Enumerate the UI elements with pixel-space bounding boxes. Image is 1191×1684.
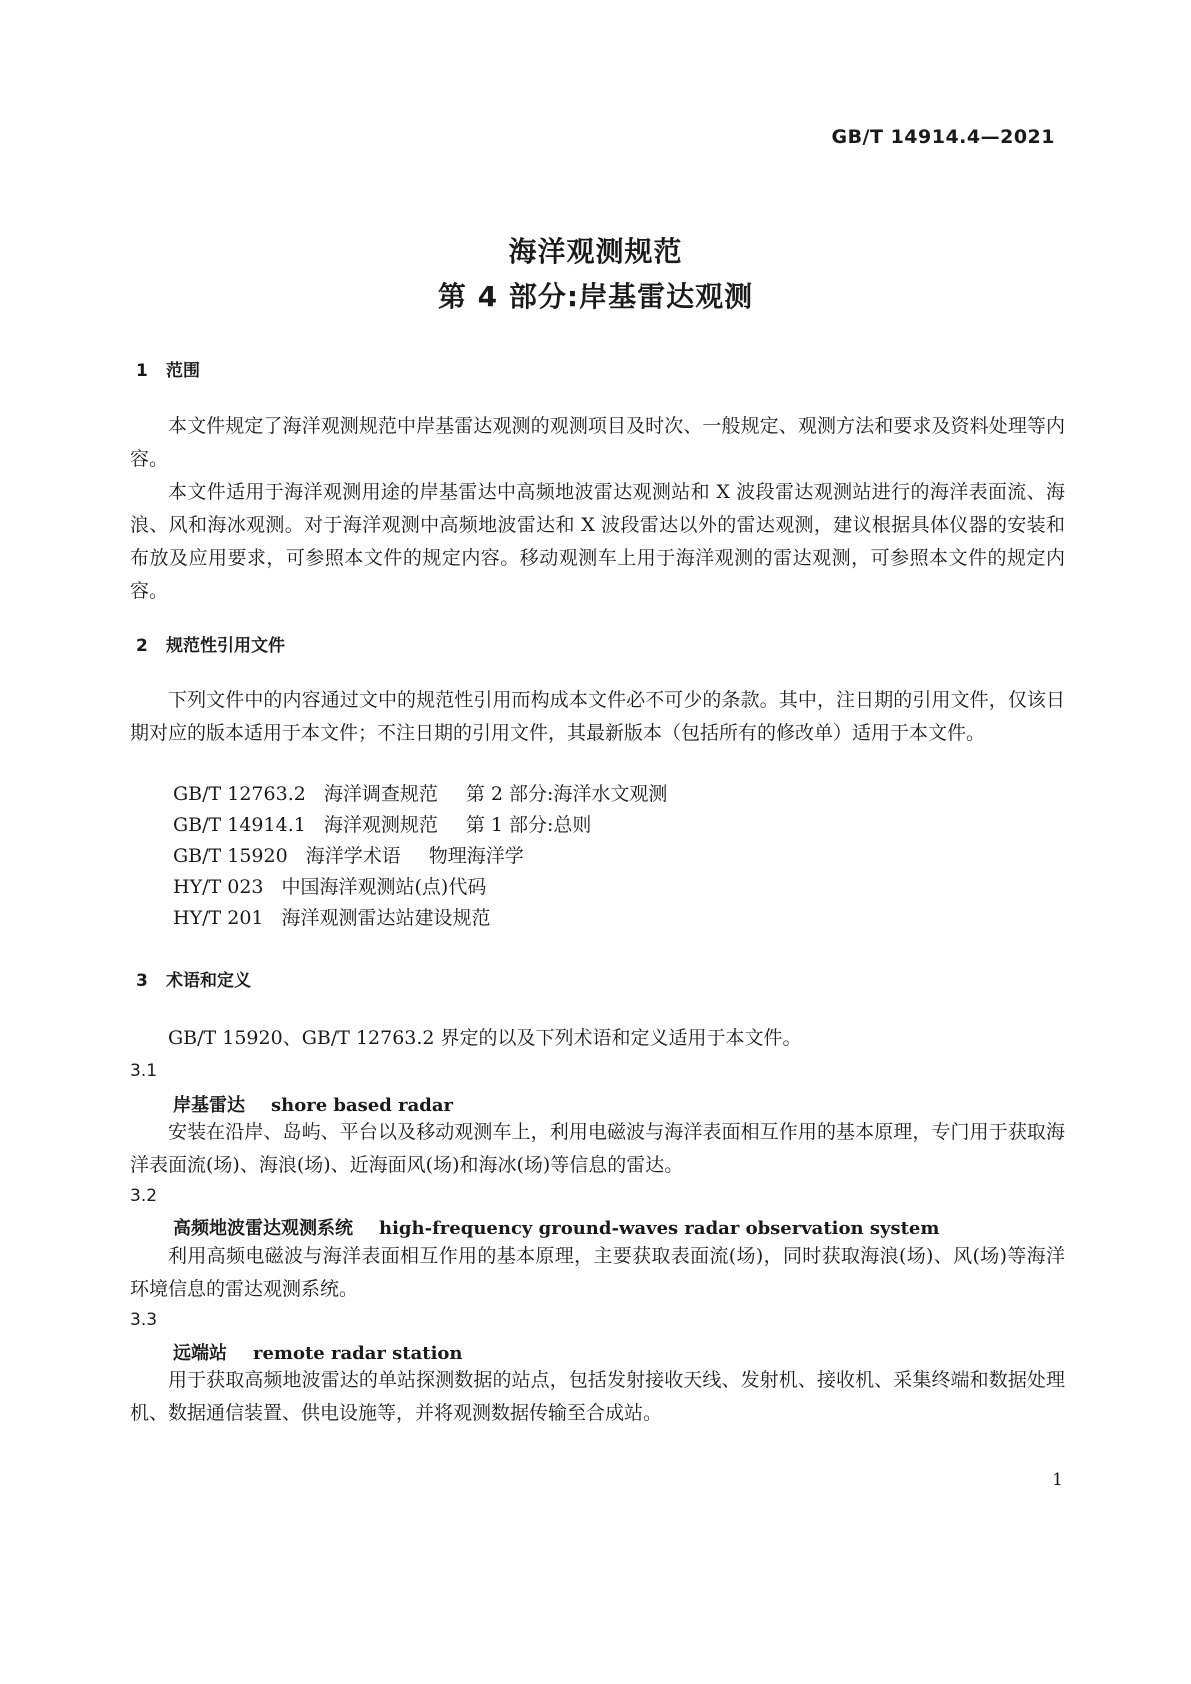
term-chinese: 远端站 [173,1343,227,1364]
reference-item [173,871,486,904]
term-english: high-frequency ground-waves radar observation system [379,1218,940,1239]
term-english: remote radar station [253,1343,463,1364]
section-heading-terms [136,966,251,991]
clause-number: 3.1 [130,1061,158,1081]
document-title: 海洋观测规范 [508,235,683,268]
section-title: 规范性引用文件 [166,636,285,656]
standard-number: GB/T 14914.4—2021 [831,126,1055,148]
term-entry [173,1339,463,1365]
term-definition: 安装在沿岸、岛屿、平台以及移动观测车上，利用电磁波与海洋表面相互作用的基本原理，专门用于获取海洋表面流(场)、海浪(场)、近海面风(场)和海冰(场)等信息的雷达。 [130,1121,1065,1176]
section-number: 1 [136,361,148,381]
paragraph: 下列文件中的内容通过文中的规范性引用而构成本文件必不可少的条款。其中，注日期的引用文件，仅该日期对应的版本适用于本文件；不注日期的引用文件，其最新版本（包括所有的修改单）适用于本文件。 [130,689,1065,744]
reference-code: GB/T 14914.1 [173,814,306,836]
paragraph: GB/T 15920、GB/T 12763.2 界定的以及下列术语和定义适用于本文件。 [168,1027,802,1049]
document-subtitle: 第 4 部分:岸基雷达观测 [437,280,754,313]
reference-part: 物理海洋学 [428,845,524,867]
reference-code: GB/T 15920 [173,845,288,867]
section-heading-normative-references [136,631,285,656]
clause-number: 3.2 [130,1186,158,1206]
term-entry [173,1091,453,1117]
term-chinese: 岸基雷达 [173,1095,245,1116]
section-heading-scope [136,356,200,381]
section-title: 范围 [166,361,200,381]
section-number: 2 [136,636,148,656]
section-number: 3 [136,971,148,991]
paragraph: 本文件规定了海洋观测规范中岸基雷达观测的观测项目及时次、一般规定、观测方法和要求及资料处理等内容。 [130,415,1065,470]
clause-number: 3.3 [130,1310,158,1330]
reference-title: 海洋观测雷达站建设规范 [281,907,491,929]
reference-code: HY/T 201 [173,907,264,929]
reference-item [173,840,524,873]
reference-code: HY/T 023 [173,876,264,898]
reference-title: 海洋观测规范 [323,814,438,836]
term-english: shore based radar [271,1095,453,1116]
term-definition: 利用高频电磁波与海洋表面相互作用的基本原理，主要获取表面流(场)，同时获取海浪(场)、风(场)等海洋环境信息的雷达观测系统。 [130,1245,1065,1300]
term-chinese: 高频地波雷达观测系统 [173,1218,353,1239]
page-number: 1 [1052,1470,1063,1490]
reference-item [173,902,491,935]
reference-part: 第 1 部分:总则 [465,814,592,836]
reference-title: 中国海洋观测站(点)代码 [281,876,487,898]
term-definition: 用于获取高频地波雷达的单站探测数据的站点，包括发射接收天线、发射机、接收机、采集终端和数据处理机、数据通信装置、供电设施等，并将观测数据传输至合成站。 [130,1369,1065,1424]
paragraph: 本文件适用于海洋观测用途的岸基雷达中高频地波雷达观测站和 X 波段雷达观测站进行的海洋表面流、海浪、风和海冰观测。对于海洋观测中高频地波雷达和 X 波段雷达以外的雷达观测，建议根据具体仪器的安装和布放及应用要求，可参照本文件的规定内容。移动观测车上用于海洋观测的雷达观测，可参照本文件的规定内容。 [130,481,1065,602]
reference-title: 海洋调查规范 [323,783,438,805]
reference-part: 第 2 部分:海洋水文观测 [465,783,668,805]
reference-item [173,809,591,842]
section-title: 术语和定义 [166,971,251,991]
reference-code: GB/T 12763.2 [173,783,306,805]
reference-title: 海洋学术语 [305,845,401,867]
term-entry [173,1214,939,1240]
reference-item [173,778,667,811]
